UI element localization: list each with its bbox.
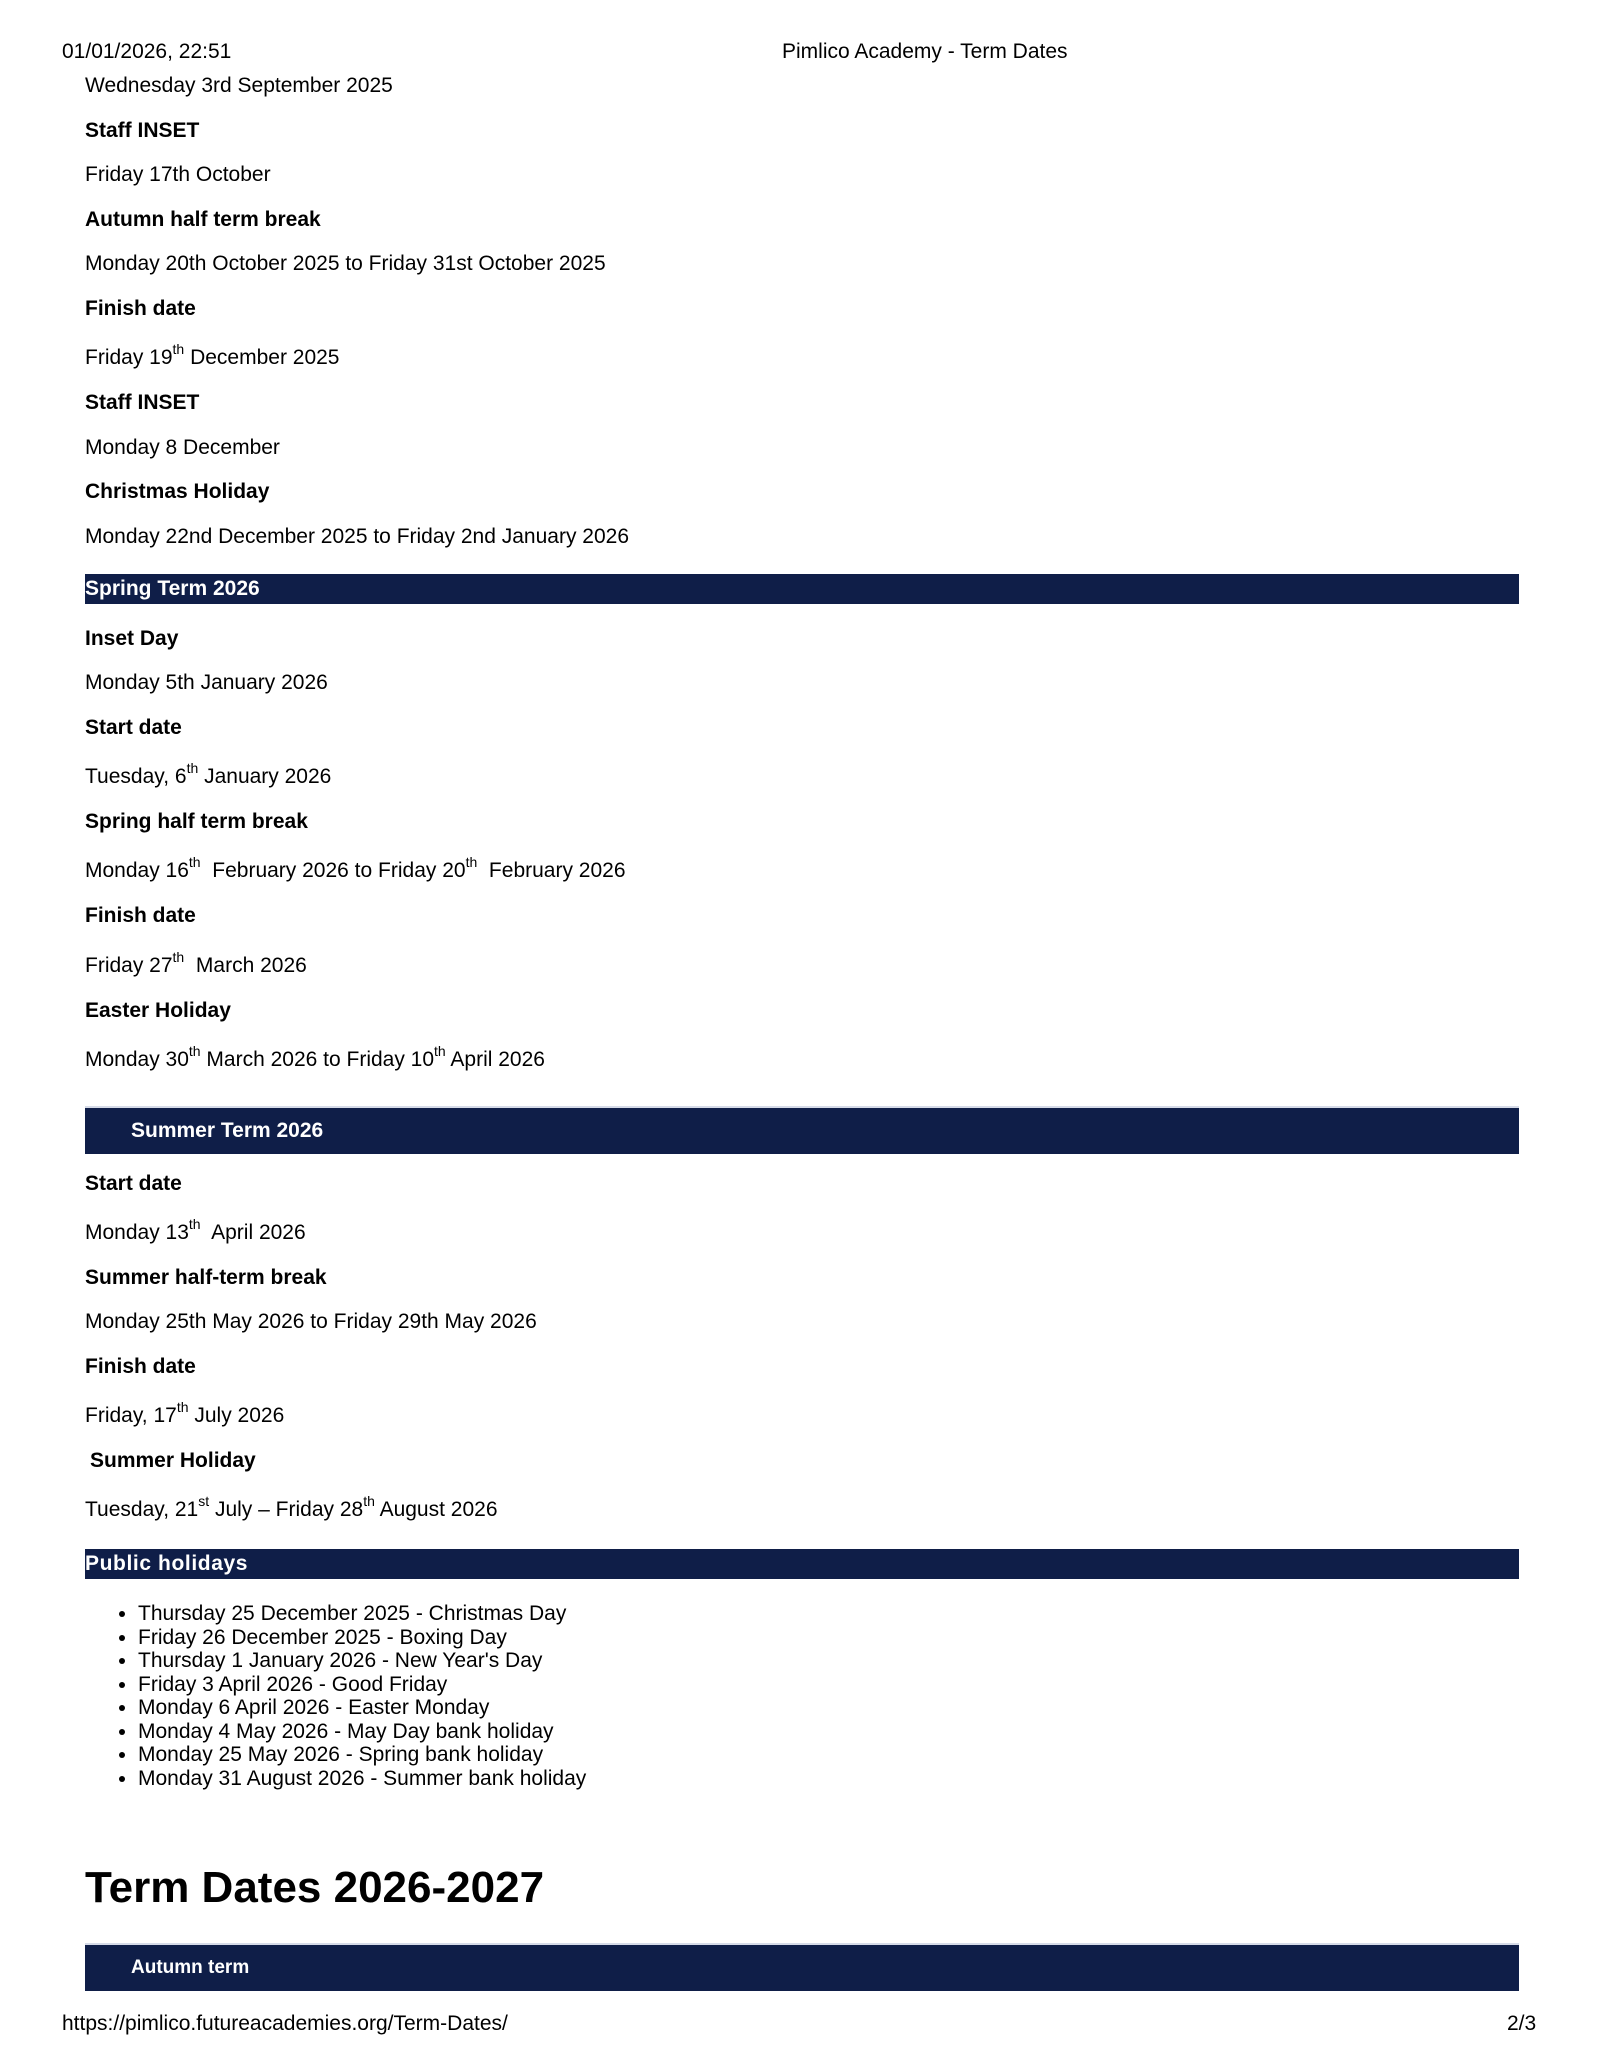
public-holidays-list	[85, 1602, 586, 1790]
autumn-term-heading: Autumn term	[85, 1943, 1519, 1991]
autumn-start-date-value: Wednesday 3rd September 2025	[85, 74, 393, 97]
public-holidays-heading: Public holidays	[85, 1549, 1519, 1579]
list-item: • Monday 31 August 2026 - Summer bank holiday	[138, 1767, 586, 1791]
autumn-inset-label: Staff INSET	[85, 119, 200, 142]
print-page-title: Pimlico Academy - Term Dates	[782, 40, 1068, 63]
print-page-number: 2/3	[1507, 2012, 1537, 2035]
list-item: • Thursday 1 January 2026 - New Year's Day	[138, 1649, 586, 1673]
autumn-finish-label: Finish date	[85, 297, 196, 320]
autumn-inset-value: Friday 17th October	[85, 163, 271, 186]
spring-start-label: Start date	[85, 716, 182, 739]
summer-start-value: Monday 13th April 2026	[85, 1216, 306, 1244]
easter-holiday-label: Easter Holiday	[85, 999, 231, 1022]
spring-start-value: Tuesday, 6th January 2026	[85, 760, 332, 788]
summer-finish-value: Friday, 17th July 2026	[85, 1399, 285, 1427]
autumn-finish-value: Friday 19th December 2025	[85, 341, 340, 369]
list-item: • Friday 26 December 2025 - Boxing Day	[138, 1626, 586, 1650]
spring-finish-label: Finish date	[85, 904, 196, 927]
autumn-half-term-label: Autumn half term break	[85, 208, 321, 231]
spring-half-term-label: Spring half term break	[85, 810, 308, 833]
list-item: • Friday 3 April 2026 - Good Friday	[138, 1673, 586, 1697]
christmas-holiday-value: Monday 22nd December 2025 to Friday 2nd January 2026	[85, 525, 630, 548]
term-dates-2026-2027-heading: Term Dates 2026-2027	[85, 1863, 545, 1912]
summer-start-label: Start date	[85, 1172, 182, 1195]
list-item: • Thursday 25 December 2025 - Christmas Day	[138, 1602, 586, 1626]
summer-term-heading: Summer Term 2026	[85, 1106, 1519, 1154]
spring-term-heading: Spring Term 2026	[85, 574, 1519, 604]
autumn-inset2-value: Monday 8 December	[85, 436, 280, 459]
list-item: • Monday 4 May 2026 - May Day bank holiday	[138, 1720, 586, 1744]
spring-half-term-value: Monday 16th February 2026 to Friday 20th February 2026	[85, 854, 626, 882]
spring-finish-value: Friday 27th March 2026	[85, 949, 307, 977]
summer-finish-label: Finish date	[85, 1355, 196, 1378]
easter-holiday-value: Monday 30th March 2026 to Friday 10th April 2026	[85, 1043, 545, 1071]
spring-inset-label: Inset Day	[85, 627, 179, 650]
summer-holiday-value: Tuesday, 21st July – Friday 28th August 2026	[85, 1493, 498, 1521]
list-item: • Monday 6 April 2026 - Easter Monday	[138, 1696, 586, 1720]
christmas-holiday-label: Christmas Holiday	[85, 480, 270, 503]
print-datetime: 01/01/2026, 22:51	[62, 40, 232, 63]
summer-half-term-value: Monday 25th May 2026 to Friday 29th May 2026	[85, 1310, 537, 1333]
summer-holiday-label: Summer Holiday	[90, 1449, 256, 1472]
autumn-inset2-label: Staff INSET	[85, 391, 200, 414]
list-item: • Monday 25 May 2026 - Spring bank holiday	[138, 1743, 586, 1767]
autumn-half-term-value: Monday 20th October 2025 to Friday 31st October 2025	[85, 252, 606, 275]
spring-inset-value: Monday 5th January 2026	[85, 671, 328, 694]
summer-half-term-label: Summer half-term break	[85, 1266, 327, 1289]
print-url: https://pimlico.futureacademies.org/Term-Dates/	[62, 2012, 508, 2035]
